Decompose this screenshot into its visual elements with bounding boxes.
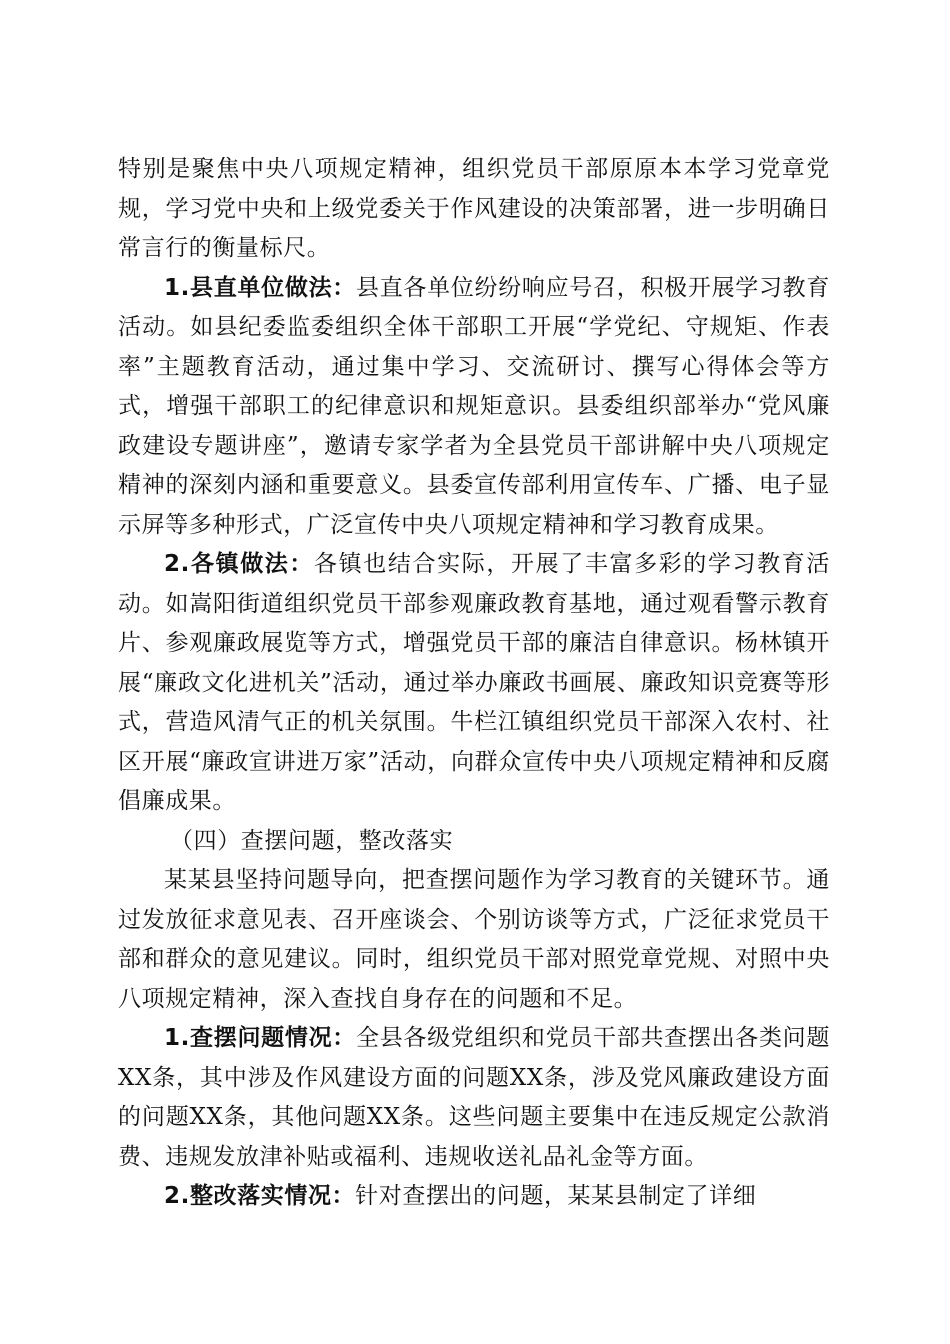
rectification-heading: 2.整改落实情况： [164, 1183, 356, 1209]
paragraph-study-intro: 特别是聚焦中央八项规定精神，组织党员干部原原本本学习党章党规，学习党中央和上级党委关于作风建设的决策部署，进一步明确日常言行的衡量标尺。 [118, 156, 830, 261]
county-units-heading: 1.县直单位做法： [164, 274, 356, 301]
paragraph-towns [118, 545, 830, 822]
problem-status-text: 全县各级党组织和党员干部共查摆出各类问题XX条，其中涉及作风建设方面的问题XX条，涉及党风廉政建设方面的问题XX条，其他问题XX条。这些问题主要集中在违反规定公款消费、违规发放津补贴或福利、违规收送礼品礼金等方面。 [118, 1025, 830, 1170]
paragraph-rectification [118, 1177, 830, 1217]
paragraph-county-units [118, 269, 830, 546]
document-page [118, 150, 830, 1217]
section-heading: （四）查摆问题，整改落实 [170, 827, 454, 854]
paragraph-problem-finding: 某某县坚持问题导向，把查摆问题作为学习教育的关键环节。通过发放征求意见表、召开座谈会、个别访谈等方式，广泛征求党员干部和群众的意见建议。同时，组织党员干部对照党章党规、对照中央八项规定精神，深入查找自身存在的问题和不足。 [118, 867, 830, 1012]
towns-text: 各镇也结合实际，开展了丰富多彩的学习教育活动。如嵩阳街道组织党员干部参观廉政教育基地，通过观看警示教育片、参观廉政展览等方式，增强党员干部的廉洁自律意识。杨林镇开展“廉政文化进机关”活动，通过举办廉政书画展、廉政知识竞赛等形式，营造风清气正的机关氛围。牛栏江镇组织党员干部深入农村、社区开展“廉政宣讲进万家”活动，向群众宣传中央八项规定精神和反腐倡廉成果。 [118, 551, 830, 814]
problem-status-heading: 1.查摆问题情况： [164, 1025, 356, 1051]
county-units-text: 县直各单位纷纷响应号召，积极开展学习教育活动。如县纪委监委组织全体干部职工开展“学党纪、守规矩、作表率”主题教育活动，通过集中学习、交流研讨、撰写心得体会等方式，增强干部职工的纪律意识和规矩意识。县委组织部举办“党风廉政建设专题讲座”，邀请专家学者为全县党员干部讲解中央八项规定精神的深刻内涵和重要意义。县委宣传部利用宣传车、广播、电子显示屏等多种形式，广泛宣传中央八项规定精神和学习教育成果。 [118, 274, 830, 538]
rectification-text: 针对查摆出的问题，某某县制定了详细 [355, 1183, 757, 1209]
towns-heading: 2.各镇做法： [164, 551, 315, 577]
paragraph-problem-status [118, 1019, 830, 1177]
